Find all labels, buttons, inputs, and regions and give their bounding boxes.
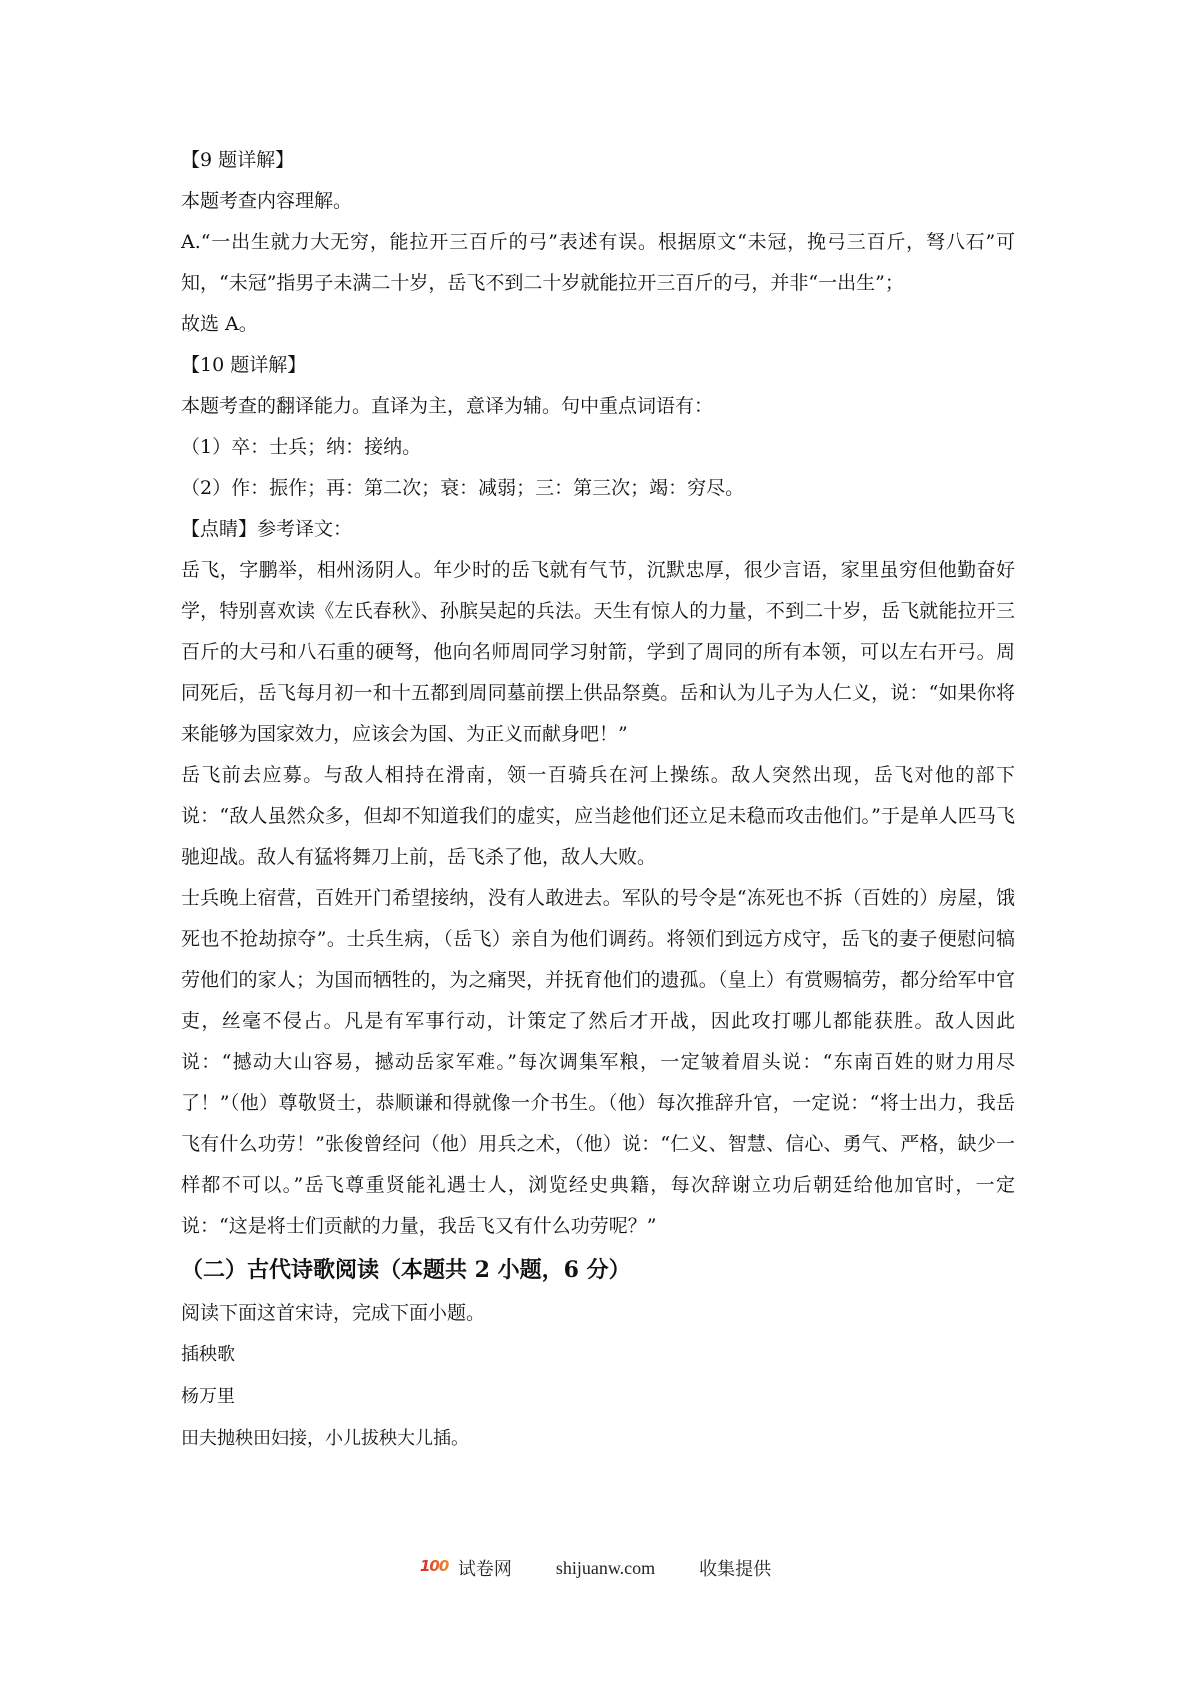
document-body — [181, 140, 1015, 1460]
logo-mark-icon — [420, 1557, 454, 1575]
q10-line-3: （2）作：振作；再：第二次；衰：减弱；三：第三次；竭：穷尽。 — [181, 477, 745, 499]
q9-line-1: 本题考查内容理解。 — [181, 190, 353, 212]
logo-number: 100 — [419, 1557, 449, 1575]
poem-line: 田夫抛秧田妇接，小儿拔秧大儿插。 — [181, 1428, 469, 1449]
section-2-heading: （二）古代诗歌阅读（本题共 2 小题，6 分） — [181, 1257, 631, 1283]
footer-note: 收集提供 — [699, 1559, 772, 1579]
translation-paragraph: 岳飞前去应募。与敌人相持在滑南，领一百骑兵在河上操练。敌人突然出现，岳飞对他的部下说：“敌人虽然众多，但却不知道我们的虚实，应当趁他们还立足未稳而攻击他们。”于是单人匹马飞驰迎战。敌人有猛将舞刀上前，岳飞杀了他，敌人大败。 — [181, 764, 1015, 868]
q10-line-2: （1）卒：士兵；纳：接纳。 — [181, 436, 422, 458]
poem-author: 杨万里 — [181, 1386, 235, 1407]
translation-paragraph: 士兵晚上宿营，百姓开门希望接纳，没有人敢进去。军队的号令是“冻死也不拆（百姓的）房屋，饿死也不抢劫掠夺”。士兵生病，（岳飞）亲自为他们调药。将领们到远方戍守，岳飞的妻子便慰问犒劳他们的家人；为国而牺牲的，为之痛哭，并抚育他们的遗孤。（皇上）有赏赐犒劳，都分给军中官吏，丝毫不侵占。凡是有军事行动，计策定了然后才开战，因此攻打哪儿都能获胜。敌人因此说：“撼动大山容易，撼动岳家军难。”每次调集军粮，一定皱着眉头说：“东南百姓的财力用尽了！”（他）尊敬贤士，恭顺谦和得就像一介书生。（他）每次推辞升官，一定说：“将士出力，我岳飞有什么功劳！”张俊曾经问（他）用兵之术，（他）说：“仁义、智慧、信心、勇气、严格，缺少一样都不可以。”岳飞尊重贤能礼遇士人，浏览经史典籍，每次辞谢立功后朝廷给他加官时，一定说：“这是将士们贡献的力量，我岳飞又有什么功劳呢？” — [181, 887, 1015, 1237]
q9-line-2: A.“一出生就力大无穷，能拉开三百斤的弓”表述有误。根据原文“未冠，挽弓三百斤，弩八石”可知，“未冠”指男子未满二十岁，岳飞不到二十岁就能拉开三百斤的弓，并非“一出生”； — [181, 231, 1015, 294]
q10-heading: 【10 题详解】 — [181, 354, 307, 376]
dianjing-heading: 【点睛】参考译文： — [181, 518, 353, 540]
q10-line-1: 本题考查的翻译能力。直译为主，意译为辅。句中重点词语有： — [181, 395, 714, 417]
page-footer — [0, 1552, 1191, 1584]
q9-line-3: 故选 A。 — [181, 313, 258, 335]
poem-title: 插秧歌 — [181, 1344, 235, 1365]
footer-site[interactable]: shijuanw.com — [555, 1557, 656, 1578]
q9-heading: 【9 题详解】 — [181, 149, 295, 171]
section-2-intro: 阅读下面这首宋诗，完成下面小题。 — [181, 1302, 486, 1324]
footer-brand — [420, 1555, 512, 1581]
site-logo — [420, 1557, 454, 1579]
footer-logo-text: 试卷网 — [457, 1559, 512, 1579]
translation-paragraph: 岳飞，字鹏举，相州汤阴人。年少时的岳飞就有气节，沉默忠厚，很少言语，家里虽穷但他勤奋好学，特别喜欢读《左氏春秋》、孙膑吴起的兵法。天生有惊人的力量，不到二十岁，岳飞就能拉开三百斤的大弓和八石重的硬弩，他向名师周同学习射箭，学到了周同的所有本领，可以左右开弓。周同死后，岳飞每月初一和十五都到周同墓前摆上供品祭奠。岳和认为儿子为人仁义，说：“如果你将来能够为国家效力，应该会为国、为正义而献身吧！” — [181, 559, 1015, 745]
